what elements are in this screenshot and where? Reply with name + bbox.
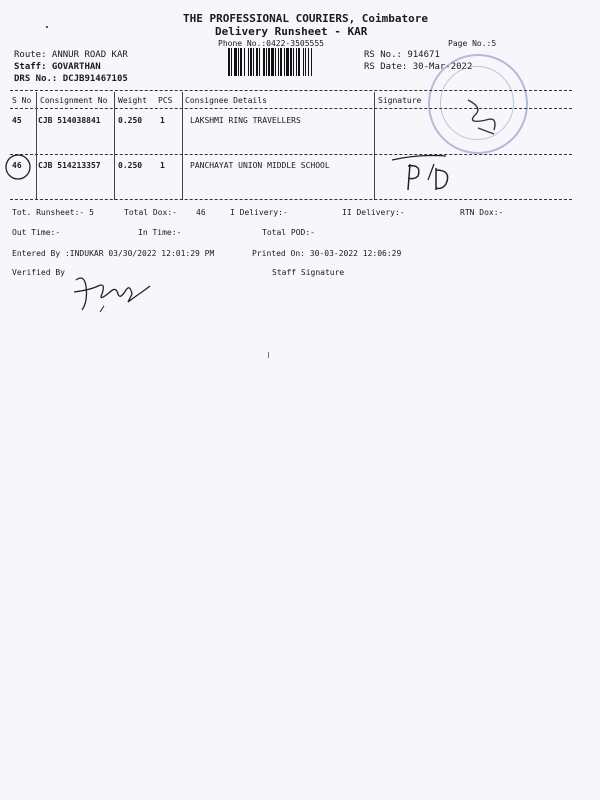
row-weight: 0.250 (118, 116, 143, 125)
barcode-bar (268, 48, 270, 76)
ii-delivery: II Delivery:- (342, 208, 405, 217)
total-dox-value: 46 (196, 208, 206, 217)
row-sno: 45 (12, 116, 22, 125)
barcode-bar (311, 48, 312, 76)
out-time: Out Time:- (12, 228, 61, 237)
barcode-bar (293, 48, 294, 76)
column-divider (374, 92, 375, 200)
rs-date: RS Date: 30-Mar-2022 (364, 62, 473, 72)
total-runsheet: Tot. Runsheet:- 5 (12, 208, 94, 217)
header-consignment: Consignment No (40, 96, 108, 105)
row-weight: 0.250 (118, 161, 143, 170)
barcode-bar (248, 48, 249, 76)
runsheet-title: Delivery Runsheet - KAR (215, 25, 368, 38)
handwritten-pd-signature (388, 150, 468, 200)
verified-by-signature (70, 272, 160, 316)
barcode-bar (228, 48, 230, 76)
barcode-bar (244, 48, 245, 76)
row-consignment: CJB 514038841 (38, 116, 101, 125)
row-consignee: LAKSHMI RING TRAVELLERS (190, 116, 301, 125)
header-pcs: PCS (158, 96, 173, 105)
barcode-bar (238, 48, 239, 76)
in-time: In Time:- (138, 228, 182, 237)
page-number: Page No.:5 (448, 39, 497, 48)
rs-number: RS No.: 914671 (364, 50, 440, 60)
company-title: THE PROFESSIONAL COURIERS, Coimbatore (183, 12, 429, 25)
row-pcs: 1 (160, 116, 165, 125)
barcode (228, 48, 356, 76)
phone-number: Phone No.:0422-3505555 (218, 39, 324, 48)
barcode-bar (298, 48, 300, 76)
route-label: Route: ANNUR ROAD KAR (14, 50, 128, 60)
barcode-bar (266, 48, 267, 76)
handwritten-circle (4, 152, 34, 182)
printed-on: Printed On: 30-03-2022 12:06:29 (252, 249, 402, 258)
drs-number: DRS No.: DCJB91467105 (14, 74, 128, 84)
barcode-bar (308, 48, 309, 76)
barcode-bar (250, 48, 252, 76)
barcode-bar (231, 48, 232, 76)
table-bottom-rule (10, 199, 572, 200)
verified-by-label: Verified By (12, 268, 65, 277)
i-delivery: I Delivery:- (230, 208, 288, 217)
header-sno: S No (12, 96, 32, 105)
barcode-bar (284, 48, 285, 76)
header-consignee: Consignee Details (185, 96, 267, 105)
barcode-bar (303, 48, 304, 76)
scan-speck (268, 352, 269, 358)
barcode-bar (253, 48, 254, 76)
row-sno: 46 (12, 161, 22, 170)
barcode-bar (305, 48, 306, 76)
barcode-bar (240, 48, 242, 76)
barcode-bar (275, 48, 276, 76)
header-weight: Weight (118, 96, 147, 105)
header-signature: Signature (378, 96, 422, 105)
row-consignee: PANCHAYAT UNION MIDDLE SCHOOL (190, 161, 330, 170)
total-dox-label: Total Dox:- (124, 208, 177, 217)
row-consignment: CJB 514213357 (38, 161, 101, 170)
barcode-bar (234, 48, 237, 76)
scan-speck (46, 26, 48, 28)
entered-by: Entered By :INDUKAR 03/30/2022 12:01:29 PM (12, 249, 215, 258)
column-divider (114, 92, 115, 200)
barcode-bar (263, 48, 265, 76)
barcode-bar (259, 48, 260, 76)
table-top-rule (10, 90, 572, 91)
barcode-bar (296, 48, 297, 76)
stamp-signature-icon (464, 94, 504, 138)
rtn-dox: RTN Dox:- (460, 208, 504, 217)
staff-label: Staff: GOVARTHAN (14, 62, 101, 72)
row-separator (10, 154, 572, 155)
barcode-bar (278, 48, 279, 76)
total-pod: Total POD:- (262, 228, 315, 237)
staff-signature-label: Staff Signature (272, 268, 345, 277)
barcode-bar (290, 48, 292, 76)
column-divider (36, 92, 37, 200)
barcode-bar (256, 48, 258, 76)
barcode-bar (280, 48, 282, 76)
column-divider (182, 92, 183, 200)
row-pcs: 1 (160, 161, 165, 170)
barcode-bar (286, 48, 289, 76)
barcode-bar (271, 48, 274, 76)
